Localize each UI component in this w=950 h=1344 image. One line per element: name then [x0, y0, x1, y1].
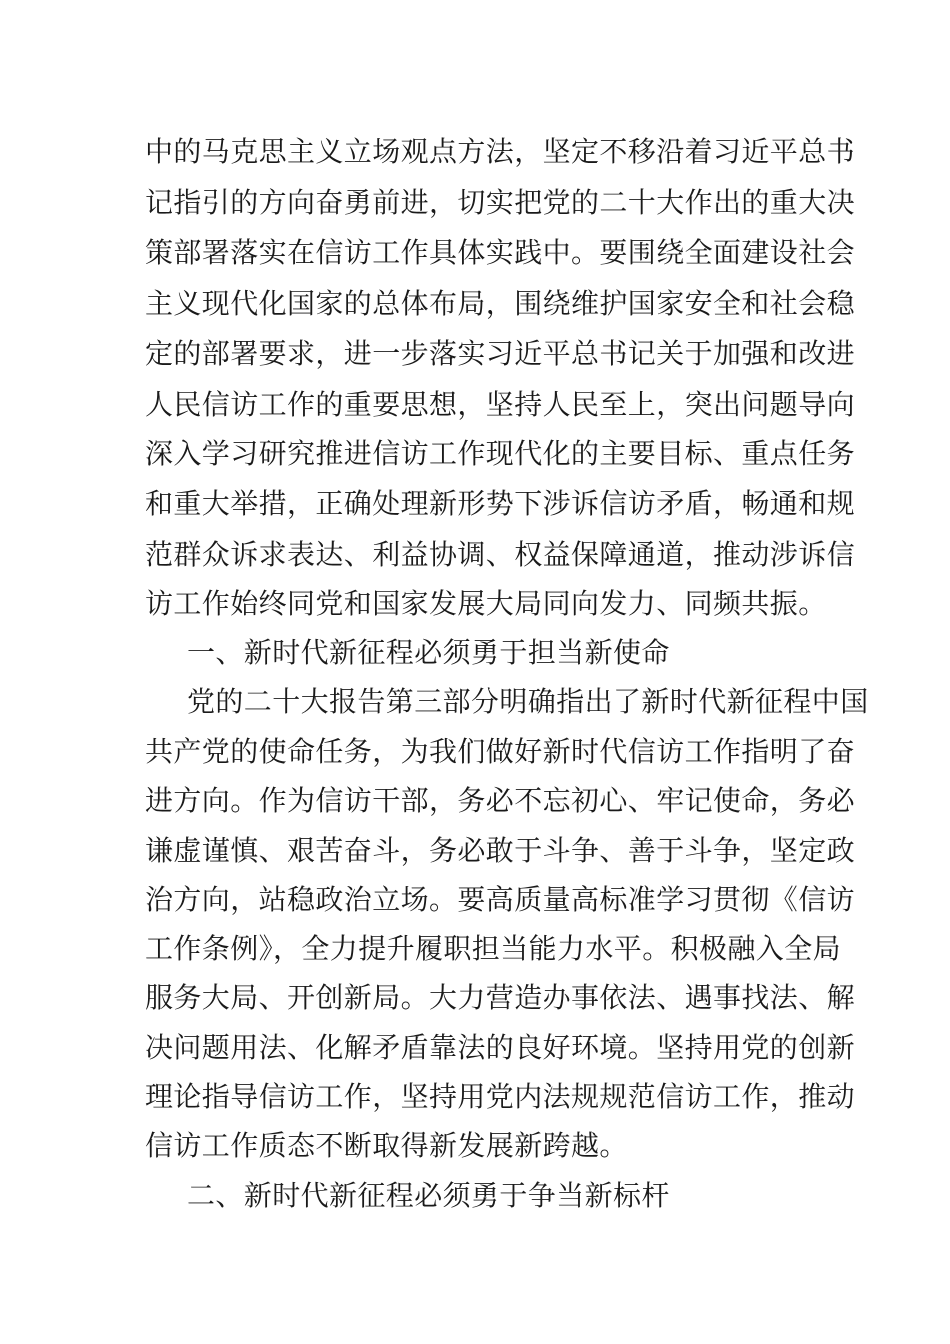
- body-text-line: 定的部署要求，进一步落实习近平总书记关于加强和改进: [145, 337, 856, 370]
- body-text-line: 信访工作质态不断取得新发展新跨越。: [145, 1129, 628, 1162]
- section-heading: 二、新时代新征程必须勇于争当新标杆: [187, 1179, 670, 1212]
- body-text-line: 决问题用法、化解矛盾靠法的良好环境。坚持用党的创新: [145, 1031, 856, 1064]
- body-text-line: 主义现代化国家的总体布局，围绕维护国家安全和社会稳: [145, 287, 856, 320]
- body-text-line: 共产党的使命任务，为我们做好新时代信访工作指明了奋: [145, 735, 856, 768]
- body-text-line: 治方向，站稳政治立场。要高质量高标准学习贯彻《信访: [145, 883, 856, 916]
- body-text-line: 范群众诉求表达、利益协调、权益保障通道，推动涉诉信: [145, 538, 856, 571]
- body-text-line: 工作条例》，全力提升履职担当能力水平。积极融入全局: [145, 932, 842, 965]
- body-text-line: 访工作始终同党和国家发展大局同向发力、同频共振。: [145, 587, 827, 620]
- body-text-line: 策部署落实在信访工作具体实践中。要围绕全面建设社会: [145, 236, 856, 269]
- body-text-line: 人民信访工作的重要思想，坚持人民至上，突出问题导向: [145, 388, 856, 421]
- body-text-line: 谦虚谨慎、艰苦奋斗，务必敢于斗争、善于斗争，坚定政: [145, 834, 856, 867]
- body-text-line: 进方向。作为信访干部，务必不忘初心、牢记使命，务必: [145, 784, 856, 817]
- body-text-line: 深入学习研究推进信访工作现代化的主要目标、重点任务: [145, 437, 856, 470]
- section-heading: 一、新时代新征程必须勇于担当新使命: [187, 636, 670, 669]
- body-text-line: 党的二十大报告第三部分明确指出了新时代新征程中国: [187, 685, 869, 718]
- body-text-line: 和重大举措，正确处理新形势下涉诉信访矛盾，畅通和规: [145, 487, 856, 520]
- body-text-line: 理论指导信访工作，坚持用党内法规规范信访工作，推动: [145, 1080, 856, 1113]
- body-text-line: 服务大局、开创新局。大力营造办事依法、遇事找法、解: [145, 981, 856, 1014]
- body-text-line: 记指引的方向奋勇前进，切实把党的二十大作出的重大决: [145, 186, 856, 219]
- body-text-line: 中的马克思主义立场观点方法，坚定不移沿着习近平总书: [145, 135, 856, 168]
